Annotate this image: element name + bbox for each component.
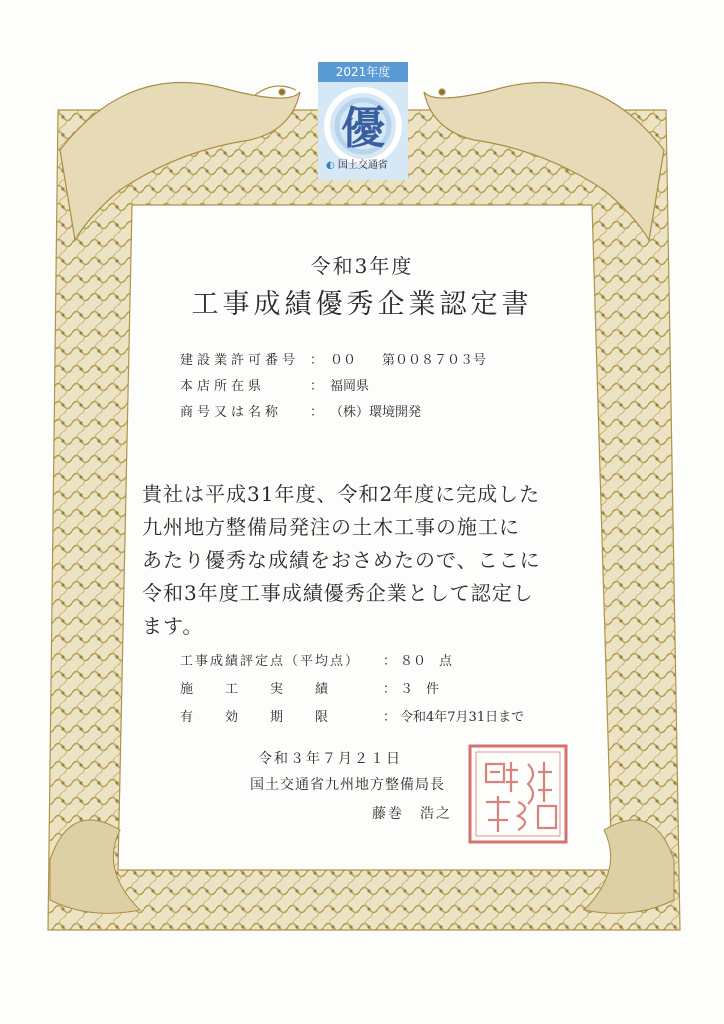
score-colon: ： — [383, 682, 397, 697]
issuer-name: 藤巻 浩之 — [372, 806, 452, 822]
score-colon: ： — [383, 654, 397, 669]
ministry-logo-icon: ◐ — [326, 160, 338, 171]
badge-excellence-character: 優 — [341, 103, 385, 154]
body-line: ます。 — [142, 614, 204, 638]
score-label: 有 効 期 限 — [180, 710, 331, 725]
body-line: 令和3年度工事成績優秀企業として認定し — [142, 581, 534, 605]
official-seal-stamp — [466, 742, 570, 846]
score-value: ３ 件 — [400, 682, 440, 697]
info-value: 福岡県 — [330, 379, 370, 394]
info-value: （株）環境開発 — [330, 405, 422, 420]
certificate-era: 令和3年度 — [310, 254, 414, 278]
badge-ministry — [326, 156, 408, 171]
score-colon: ： — [383, 710, 397, 725]
issuer-title: 国土交通省九州地方整備局長 — [250, 777, 445, 793]
issue-date: 令和３年７月２１日 — [258, 751, 402, 767]
info-label: 商号又は名称 — [180, 405, 283, 420]
award-badge — [318, 62, 408, 180]
body-line: 貴社は平成31年度、令和2年度に完成した — [142, 482, 541, 506]
info-value: ００ 第００８７０３号 — [330, 353, 487, 368]
score-value: 令和4年7月31日まで — [400, 710, 525, 725]
info-colon: ： — [310, 405, 324, 420]
info-label: 本店所在県 — [180, 379, 266, 394]
certificate-body — [142, 478, 592, 643]
certificate-title: 工事成績優秀企業認定書 — [191, 289, 533, 320]
score-value: ８０ 点 — [400, 654, 453, 669]
badge-year: 2021年度 — [318, 62, 408, 82]
info-colon: ： — [310, 379, 324, 394]
score-label: 工事成績評定点（平均点） — [180, 654, 361, 669]
body-line: あたり優秀な成績をおさめたので、ここに — [142, 548, 541, 572]
score-label: 施 工 実 績 — [180, 682, 331, 697]
info-colon: ： — [310, 353, 324, 368]
badge-ministry-label: 国土交通省 — [337, 160, 388, 171]
body-line: 九州地方整備局発注の土木工事の施工に — [142, 515, 520, 539]
info-label: 建設業許可番号 — [180, 353, 300, 368]
